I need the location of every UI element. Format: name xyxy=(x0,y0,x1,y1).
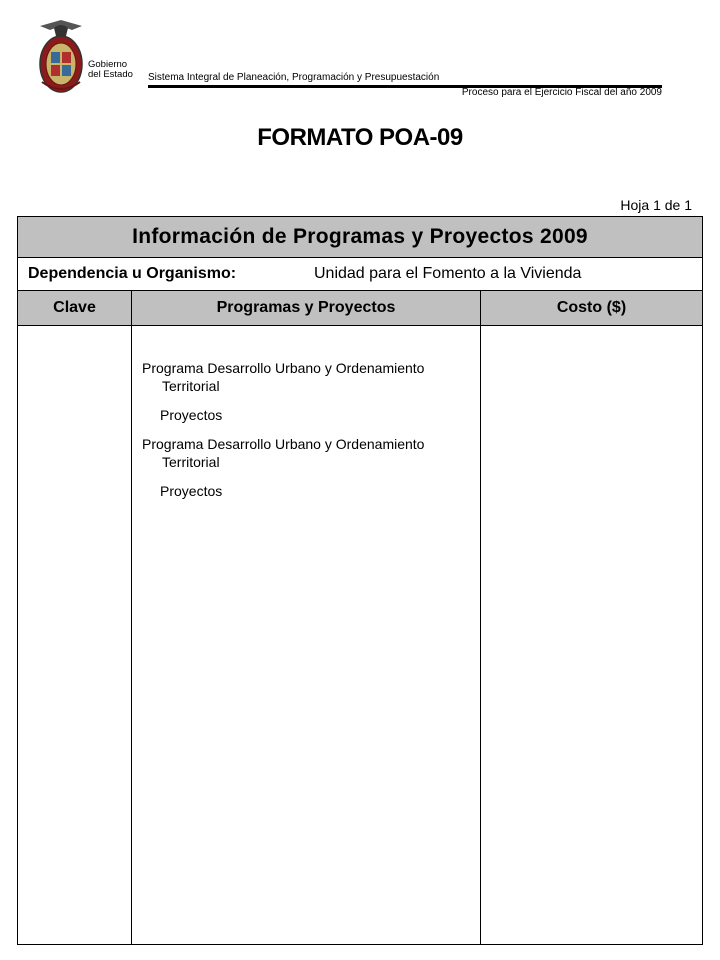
column-header-row xyxy=(18,291,702,326)
programas-list xyxy=(142,359,482,511)
gobierno-del-estado xyxy=(88,60,133,80)
page-title: FORMATO POA-09 xyxy=(257,124,463,151)
column-divider-1 xyxy=(131,291,132,944)
dependencia-value: Unidad para el Fomento a la Vivienda xyxy=(314,265,582,282)
dependencia-row xyxy=(18,258,702,291)
form-banner: Información de Programas y Proyectos 2009 xyxy=(18,217,702,258)
gobierno-line1: Gobierno xyxy=(88,59,128,70)
proceso-text: Proceso para el Ejercicio Fiscal del año 2009 xyxy=(461,87,662,98)
coat-of-arms-icon xyxy=(36,18,86,96)
dependencia-label: Dependencia u Organismo: xyxy=(28,265,237,282)
column-clave: Clave xyxy=(53,299,96,316)
column-programas: Programas y Proyectos xyxy=(216,299,396,316)
programa-item: Programa Desarrollo Urbano y Ordenamiento Territorial xyxy=(142,360,425,394)
proyectos-item: Proyectos xyxy=(160,407,223,423)
gobierno-line2: del Estado xyxy=(88,69,133,80)
form-table xyxy=(17,216,703,945)
column-costo: Costo ($) xyxy=(556,299,627,316)
programa-item: Programa Desarrollo Urbano y Ordenamiento Territorial xyxy=(142,436,425,470)
page-counter: Hoja 1 de 1 xyxy=(620,197,692,213)
sistema-title: Sistema Integral de Planeación, Programación y Presupuestación xyxy=(148,72,440,83)
proyectos-item: Proyectos xyxy=(160,483,223,499)
